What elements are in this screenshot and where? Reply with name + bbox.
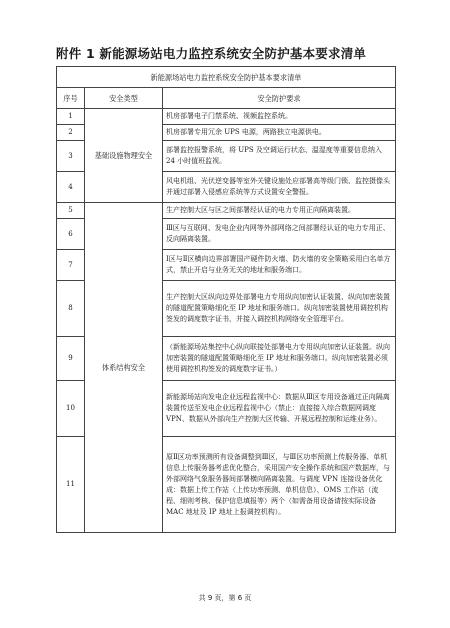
row-number: 9 bbox=[57, 337, 85, 381]
row-number: 3 bbox=[57, 141, 85, 172]
row-number: 11 bbox=[57, 437, 85, 533]
row-number: 5 bbox=[57, 203, 85, 219]
requirement-text: 风电机组、光伏逆变器等室外关键设施处应部署高等级门锁、监控摄像头并通过部署入侵感应系统等方式设置安全警报。 bbox=[163, 172, 396, 203]
header-no: 序号 bbox=[57, 88, 85, 109]
requirement-text: Ⅰ区与Ⅱ区横向边界部署国产硬件防火墙、防火墙的安全策略采用白名单方式，禁止开启与业务无关的地址和服务端口。 bbox=[163, 250, 396, 281]
requirements-table bbox=[56, 66, 396, 533]
requirement-text: 机房部署专用冗余 UPS 电源，两路独立电源供电。 bbox=[163, 125, 396, 141]
requirement-text: 原Ⅱ区功率预测所有设备调整到Ⅲ区，与Ⅲ区功率预测上传服务器、单机信息上传服务器考虑优化整合，采用国产安全操作系统和国产数据库，与外部网络气象服务器间部署横向隔离装置。与调度 VPN 连接设备优化成：数据上传工作站（上传功率预测、单机信息）、OMS 工作站（流程、细则考核、保护信息填报等）两个（如需备用设备请按实际设备 MAC 地址及 IP 地址上报调控机构）。 bbox=[163, 437, 396, 533]
page-title: 附件 1 新能源场站电力监控系统安全防护基本要求清单 bbox=[56, 46, 367, 61]
row-number: 10 bbox=[57, 381, 85, 437]
page-footer: 共 9 页，第 6 页 bbox=[198, 594, 252, 602]
row-number: 1 bbox=[57, 109, 85, 125]
requirement-text: 机房部署电子门禁系统、视频监控系统。 bbox=[163, 109, 396, 125]
category-architecture: 体系结构安全 bbox=[85, 203, 163, 533]
requirement-text: 部署监控报警系统，将 UPS 及空调运行状态、温湿度等重要信息纳入 24 小时值班监视。 bbox=[163, 141, 396, 172]
requirement-text: Ⅲ区与互联网、发电企业内网等外部网络之间部署经认证的电力专用正、反向隔离装置。 bbox=[163, 219, 396, 250]
table-row bbox=[57, 109, 396, 125]
table-row bbox=[57, 203, 396, 219]
row-number: 6 bbox=[57, 219, 85, 250]
row-number: 7 bbox=[57, 250, 85, 281]
row-number: 8 bbox=[57, 281, 85, 337]
table-caption: 新能源场站电力监控系统安全防护基本要求清单 bbox=[57, 67, 396, 88]
requirement-text: （新能源场站集控中心纵向联接处部署电力专用纵向加密认证装置。纵向加密装置的隧道配置策略细化至 IP 地址和服务端口。纵向加密装置必须使用调控机构签发的调度数字证书。） bbox=[163, 337, 396, 381]
header-requirement: 安全防护要求 bbox=[163, 88, 396, 109]
table-header-row bbox=[57, 88, 396, 109]
requirement-text: 生产控制大区纵向边界处部署电力专用纵向加密认证装置、纵向加密装置的隧道配置策略细化至 IP 地址和服务端口。纵向加密装置使用调控机构签发的调度数字证书，并接入调控机构网络安全管理平台。 bbox=[163, 281, 396, 337]
header-category: 安全类型 bbox=[85, 88, 163, 109]
requirement-text: 生产控制大区与区之间部署经认证的电力专用正向隔离装置。 bbox=[163, 203, 396, 219]
row-number: 2 bbox=[57, 125, 85, 141]
table-caption-row bbox=[57, 67, 396, 88]
category-infrastructure: 基础设施物理安全 bbox=[85, 109, 163, 203]
row-number: 4 bbox=[57, 172, 85, 203]
requirement-text: 新能源场站向发电企业远程监视中心：数据从Ⅲ区专用设备通过正向隔离装置传送至发电企业远程监视中心（禁止：直接接入综合数据网调度 VPN、数据从外部向生产控制大区传输、开展远程控制和运维业务）。 bbox=[163, 381, 396, 437]
